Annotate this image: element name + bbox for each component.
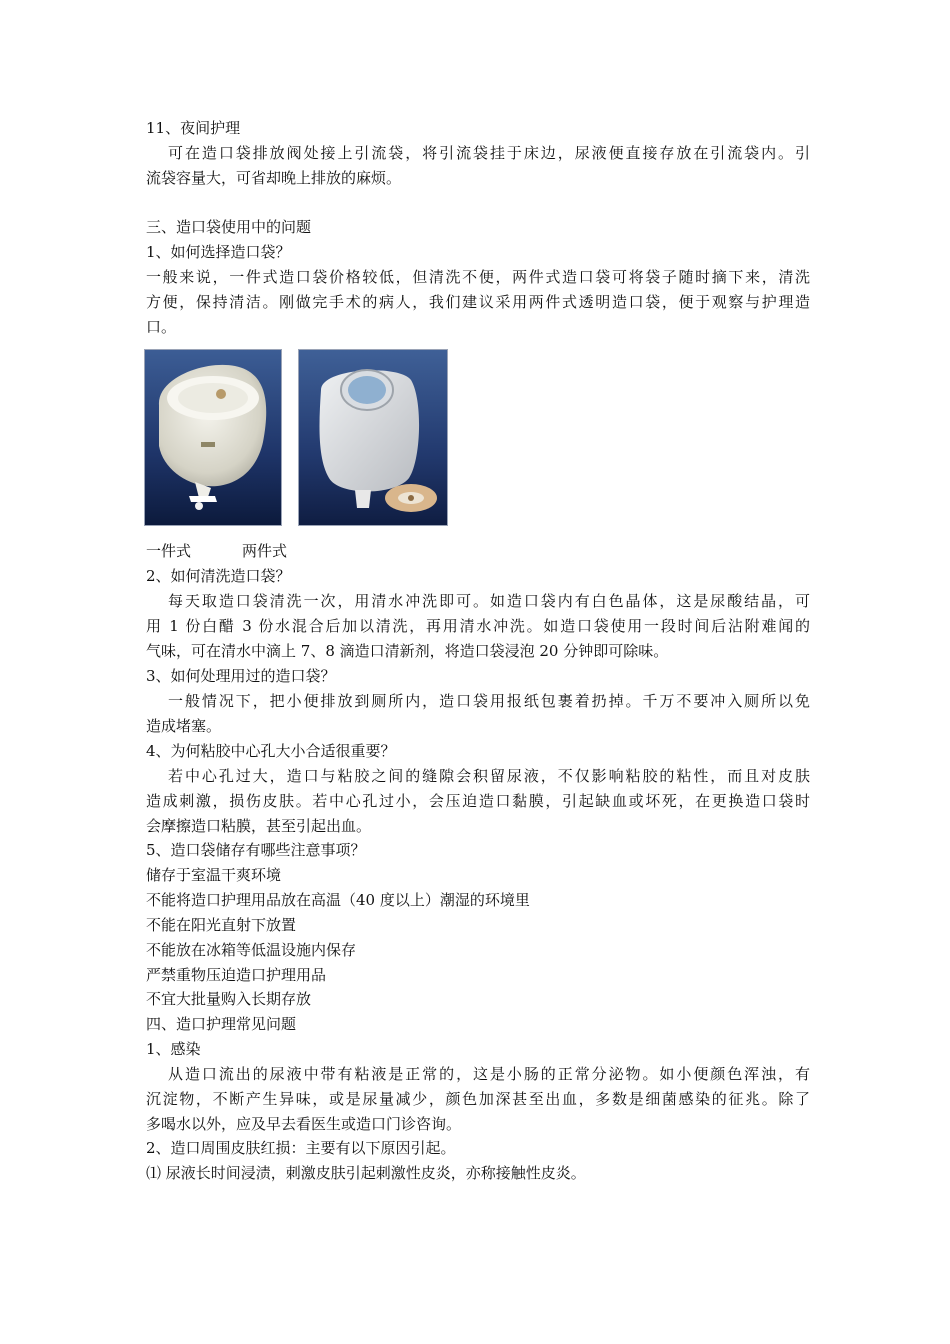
storage-item: 储存于室温干爽环境 [146, 866, 282, 884]
paragraph-line: 方便，保持清洁。刚做完手术的病人，我们建议采用两件式透明造口袋，便于观察与护理造 [146, 293, 810, 311]
section-3-heading: 三、造口袋使用中的问题 [146, 218, 312, 236]
one-piece-caption: 一件式 [146, 542, 192, 560]
paragraph-line: 沉淀物，不断产生异味，或是尿量减少，颜色加深甚至出血，多数是细菌感染的征兆。除了 [146, 1090, 810, 1108]
question-4-title: 4、为何粘胶中心孔大小合适很重要？ [146, 742, 396, 760]
cause-item: ⑴ 尿液长时间浸渍，刺激皮肤引起刺激性皮炎，亦称接触性皮炎。 [146, 1164, 586, 1182]
paragraph-line: 一般来说，一件式造口袋价格较低，但清洗不便，两件式造口袋可将袋子随时摘下来，清洗 [146, 268, 810, 286]
paragraph-line: 口。 [146, 318, 177, 336]
question-5-title: 5、造口袋储存有哪些注意事项？ [146, 841, 366, 859]
storage-item: 不能放在冰箱等低温设施内保存 [146, 941, 357, 959]
section-4-heading: 四、造口护理常见问题 [146, 1015, 297, 1033]
pouch-figure [144, 349, 448, 528]
two-piece-pouch-photo [298, 349, 448, 526]
paragraph-line: 每天取造口袋清洗一次，用清水冲洗即可。如造口袋内有白色晶体，这是尿酸结晶，可 [168, 592, 810, 610]
one-piece-pouch-photo [144, 349, 282, 526]
paragraph-line: 会摩擦造口粘膜，甚至引起出血。 [146, 817, 372, 835]
paragraph-line: 一般情况下，把小便排放到厕所内，造口袋用报纸包裹着扔掉。千万不要冲入厕所以免 [168, 692, 810, 710]
paragraph-line: 造成堵塞。 [146, 717, 222, 735]
paragraph-line: 从造口流出的尿液中带有粘液是正常的，这是小肠的正常分泌物。如小便颜色浑浊，有 [168, 1065, 810, 1083]
problem-1-title: 1、感染 [146, 1040, 201, 1058]
paragraph-line: 流袋容量大，可省却晚上排放的麻烦。 [146, 169, 402, 187]
two-piece-caption: 两件式 [242, 542, 288, 560]
storage-item: 不能将造口护理用品放在高温（40 度以上）潮湿的环境里 [146, 891, 530, 909]
question-1-title: 1、如何选择造口袋？ [146, 243, 291, 261]
paragraph-line: 若中心孔过大，造口与粘胶之间的缝隙会积留尿液，不仅影响粘胶的粘性，而且对皮肤 [168, 767, 810, 785]
problem-2-title: 2、造口周围皮肤红损：主要有以下原因引起。 [146, 1139, 456, 1157]
storage-item: 不宜大批量购入长期存放 [146, 990, 312, 1008]
paragraph-line: 气味，可在清水中滴上 7、8 滴造口清新剂，将造口袋浸泡 20 分钟即可除味。 [146, 642, 669, 660]
question-3-title: 3、如何处理用过的造口袋？ [146, 667, 336, 685]
storage-item: 不能在阳光直射下放置 [146, 916, 297, 934]
storage-item: 严禁重物压迫造口护理用品 [146, 966, 327, 984]
paragraph-line: 可在造口袋排放阀处接上引流袋，将引流袋挂于床边，尿液便直接存放在引流袋内。引 [168, 144, 810, 162]
paragraph-line: 造成刺激，损伤皮肤。若中心孔过小，会压迫造口黏膜，引起缺血或坏死，在更换造口袋时 [146, 792, 810, 810]
paragraph-line: 用 1 份白醋 3 份水混合后加以清洗，再用清水冲洗。如造口袋使用一段时间后沾附难闻的 [146, 617, 810, 635]
paragraph-line: 多喝水以外，应及早去看医生或造口门诊咨询。 [146, 1115, 462, 1133]
question-2-title: 2、如何清洗造口袋？ [146, 567, 291, 585]
section-11-title: 11、夜间护理 [146, 119, 241, 137]
